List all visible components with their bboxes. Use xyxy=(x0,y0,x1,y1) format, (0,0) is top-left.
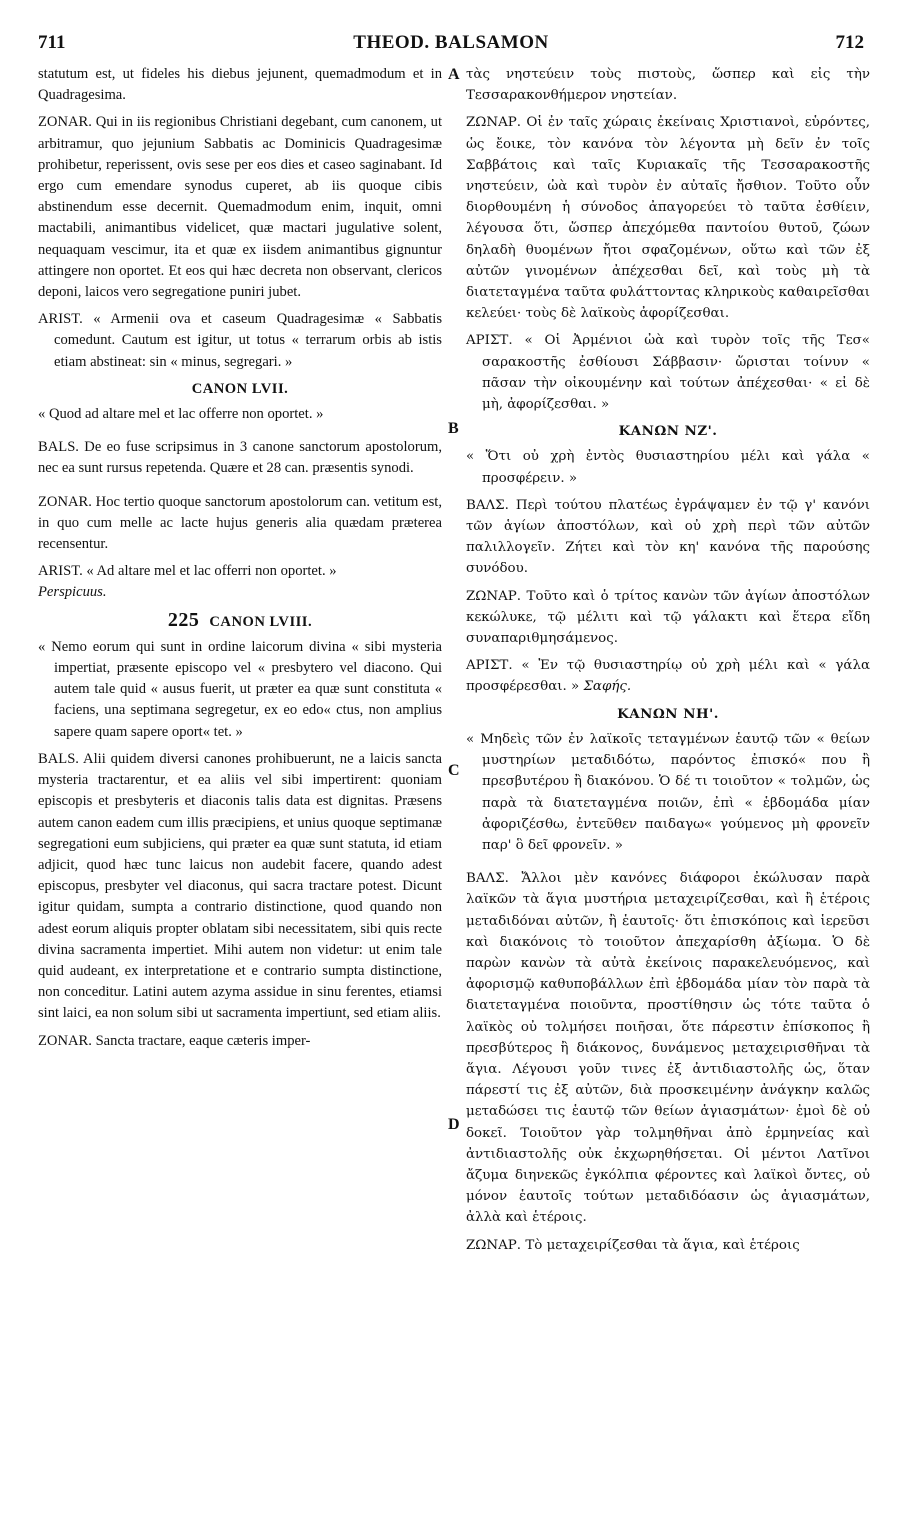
greek-zonaras-1: ΖΩΝΑΡ. Οἱ ἐν ταῖς χώραις ἐκείναις Χριστιανοὶ, εὑρόντες, ὡς ἔοικε, τὸν κανόνα τὸν λέγοντα μὴ δεῖν ἐν τοῖς Σαββάτοις καὶ ταῖς Κυριακαῖς τῆς Τεσσαρακοστῆς νηστεύειν, ὠὰ καὶ τυρὸν ἐν αὐταῖς ἤσθιον. Τοῦτο οὖν διορθουμένη ἡ σύνοδος ἀπαγορεύει τὸ ταῦτα ἐσθίειν, λέγουσα ὅτι, ὥσπερ ἀπεχόμεθα παντοίου θυτοῦ, ζώων δηλαδὴ θυομένων ἤτοι σφαζομένων, οὕτω καὶ τῶν ἐξ αὐτῶν γινομένων ἀπέχεσθαι δεῖ, καὶ τοὺς μὴ τὰ διατεταγμένα ταῦτα φυλάττοντας κληρικοὺς καθαιρεῖσθαι κελεύει· τοὺς δὲ λαϊκοὺς ἀφορίζεσθαι. xyxy=(466,115,870,322)
latin-zonaras-3: ZONAR. Sancta tractare, eaque cæteris imper- xyxy=(38,1032,311,1049)
latin-para-1: statutum est, ut fideles his diebus jejunent, quemadmodum et in Quadragesima. xyxy=(38,66,442,104)
margin-letter-d: D xyxy=(448,1116,460,1133)
greek-balsamon-2: ΒΑΛΣ. Ἄλλοι μὲν κανόνες διάφοροι ἐκώλυσαν παρὰ λαϊκῶν τὰ ἅγια μυστήρια μεταχειρίζεσθαι, καὶ ἢ ἑτέροις μεταδιδόναι αὐτῶν, ἢ ἑαυτοῖς· ὅτι ἐπισκόποις καὶ ἱερεῦσι καὶ διακόνοις τὸ τοιοῦτον ἀπεχαρίσθη ἀξίωμα. Ὁ δὲ παρὼν κανὼν τὰ αὐτὰ ἐκείνοις παρακελευόμενος, καὶ ἀφορισμῷ καθυποβάλλων ἐπὶ ἑβδομάδα μίαν τὸν παρὰ τὰ διατεταγμένα ποιοῦντα, προστίθησιν ὡς τότε ταῦτα ὁ λαϊκὸς οὐ τολμήσει ποιῆσαι, ὅτε πάρεστιν ἐπίσκοπος ἢ πρεσβύτερος ἢ διάκονος, δυνάμενος μεταχειρισθῆναι τὰ ἅγια. Λέγουσι γοῦν τινες ἐξ ἀντιδιαστολῆς ὡς, ὅταν πάρεστί τις ἐξ αὐτῶν, διὰ προσκειμένην ἀνάγκην καλῶς μεταδώσει τις ἑαυτῷ τῶν θείων ἁγιασμάτων· ἐμοὶ δὲ οὐ δοκεῖ. Τοιοῦτον γὰρ τολμηθῆναι ἀπὸ ἑρμηνείας καὶ ἀντιδιαστολῆς οὐκ ἐκχωρηθήσεται. Οἱ μέντοι Λατῖνοι ἄζυμα διηνεκῶς ἐγκόλπια φέροντες καὶ λαϊκοὶ ὄντες, οὐ μόνον ἑαυτοῖς τούτων μεταδιδόασιν ὡς ἁγιασμάτων, ἀλλὰ καὶ ἑτέροις. xyxy=(466,871,870,1226)
greek-balsamon-1: ΒΑΛΣ. Περὶ τούτου πλατέως ἐγράψαμεν ἐν τῷ γ' κανόνι τῶν ἁγίων ἀποστόλων, καὶ οὐ χρὴ περὶ τῶν αὐτῶν παλιλλογεῖν. Ζήτει καὶ τὸν κη' κανόνα τῆς παρούσης συνόδου. xyxy=(466,497,870,577)
latin-aristenus-2-note: Perspicuus. xyxy=(38,584,107,601)
latin-canon-58-text: « Nemo eorum qui sunt in ordine laicorum divina « sibi mysteria impertiat, præsente episcopo vel « presbytero vel diacono. Qui autem tale quid « ausus fuerit, ut præter ea quæ sunt constituta « faciens, una septimana segregetur, ex eo edo« ctus, non amplius sapere quam sapere oport« tet. » xyxy=(38,638,442,740)
margin-letter-c: C xyxy=(448,762,460,779)
greek-canon-57-text: « Ὅτι οὐ χρὴ ἐντὸς θυσιαστηρίου μέλι καὶ γάλα « προσφέρειν. » xyxy=(466,449,870,486)
greek-aristenus-2 xyxy=(466,655,870,697)
latin-zonaras-2: ZONAR. Hoc tertio quoque sanctorum apostolorum can. vetitum est, in quo cum melle ac lacte hujus generis alia quædam præterea recensentur. xyxy=(38,493,442,553)
latin-balsamon-2: BALS. Alii quidem diversi canones prohibuerunt, ne a laicis sancta mysteria tractarentur, et ea aliis vel sibi impertirent: quoniam episcopis et presbyteris et diaconis talis data est dignitas. Præsens autem canon eadem cum illis præcipiens, et unius quoque septimanæ segregationi eum subjiciens, qui præter ea quæ sunt statuta, id etiam adjicit, quod hæc tunc laicus non audebit facere, quando adest episcopus, presbyter vel diaconus, qui sacra tractare potest. Dicunt igitur quidam, sumpta a contrario distinctione, quod quando non adest eorum aliquis propter oblatam sibi necessitatem, sibi quis recte divina sacramenta impertiet. Mihi autem non videtur: ut enim tale quid audeant, ex interpretatione et e contrario sumpta distinctione, non conceditur. Latini autem azyma assidue in sinu ferentes, etiamsi sint laici, ea non solum sibi ut sacramenta impertiunt, sed etiam aliis. xyxy=(38,750,442,1022)
margin-page-number: 225 xyxy=(167,608,200,631)
running-title: THEOD. BALSAMON xyxy=(353,32,549,53)
latin-zonaras-1: ZONAR. Qui in iis regionibus Christiani degebant, cum canonem, ut arbitramur, quo jejunium Sabbatis ac Dominicis Quadragesimæ prohibetur, reperissent, ovis sese per eos dies et caseo saginabant. Id ergo cum emendare synodus cuperet, ab iis quoque cibis abstinendum esse decernit. Quemadmodum enim, inquit, omni mactabili, animantibus videlicet, quæ mactari jugulative solent, nequaquam vescimur, ita et quæ ex iisdem animantibus gignuntur attingere non oportet. Et eos qui hæc decreta non observant, clericos deponi, laicos vero segregatione puniri jubet. xyxy=(38,114,442,301)
greek-aristenus-2-text: ΑΡΙΣΤ. « Ἐν τῷ θυσιαστηρίῳ οὐ χρὴ μέλι καὶ « γάλα προσφέρεσθαι. » xyxy=(466,658,870,695)
latin-aristenus-1: ARIST. « Armenii ova et caseum Quadragesimæ « Sabbatis comedunt. Cautum est igitur, ut totus « terrarum orbis ab istis etiam abstineat: sin « minus, segregari. » xyxy=(38,311,442,370)
latin-column xyxy=(38,64,442,1058)
greek-zonaras-2: ΖΩΝΑΡ. Τοῦτο καὶ ὁ τρίτος κανὼν τῶν ἁγίων ἀποστόλων κεκώλυκε, τῷ μέλιτι καὶ τῷ γάλακτι καὶ ἕτερα εἴδη συναπαριθμησάμενος. xyxy=(466,588,870,647)
latin-canon-57-text: « Quod ad altare mel et lac offerre non oportet. » xyxy=(38,406,324,423)
greek-canon-58-text: « Μηδεὶς τῶν ἐν λαϊκοῖς τεταγμένων ἑαυτῷ τῶν « θείων μυστηρίων μεταδιδότω, παρόντος ἐπισκό« που ἢ πρεσβυτέρου ἢ διακόνου. Ὁ δέ τι τοιοῦτον « τολμῶν, ὡς παρὰ τὰ διατεταγμένα ποιῶν, ἐπὶ « ἑβδομάδα μίαν ἀφοριζέσθω, ἐντεῦθεν παιδαγω« γούμενος μὴ φρονεῖν παρ' ὃ δεῖ φρονεῖν. » xyxy=(466,731,870,853)
latin-balsamon-1: BALS. De eo fuse scripsimus in 3 canone sanctorum apostolorum, nec ea sunt rursus repetenda. Quære et 28 can. præsentis synodi. xyxy=(38,439,442,477)
greek-para-1: τὰς νηστεύειν τοὺς πιστοὺς, ὥσπερ καὶ εἰς τὴν Τεσσαρακονθήμερον νηστείαν. xyxy=(466,67,870,104)
page-header xyxy=(38,32,864,58)
latin-canon-57-heading: CANON LVII. xyxy=(191,380,289,397)
margin-letter-a: A xyxy=(448,66,460,83)
latin-canon-58-heading-row xyxy=(38,610,442,633)
page-number-right: 712 xyxy=(835,32,864,53)
page-number-left: 711 xyxy=(38,32,66,53)
latin-canon-58-heading: CANON LVIII. xyxy=(209,613,313,630)
greek-zonaras-3: ΖΩΝΑΡ. Τὸ μεταχειρίζεσθαι τὰ ἅγια, καὶ ἑτέροις xyxy=(466,1237,800,1253)
greek-aristenus-2-note: Σαφής. xyxy=(583,679,632,695)
greek-column xyxy=(466,64,870,1262)
greek-aristenus-1: ΑΡΙΣΤ. « Οἱ Ἀρμένιοι ὠὰ καὶ τυρὸν τοῖς τῆς Τεσ« σαρακοστῆς ἐσθίουσι Σάββασιν· ὥρισται τοίνυν « πᾶσαν τὴν οἰκουμένην καὶ τούτων ἀπέχεσθαι· « εἰ δὲ μὴ, ἀφορίζεσθαι. » xyxy=(466,333,870,413)
greek-canon-57-heading: ΚΑΝΩΝ ΝΖ'. xyxy=(618,423,718,440)
greek-canon-58-heading: ΚΑΝΩΝ ΝΗ'. xyxy=(617,705,719,722)
latin-aristenus-2 xyxy=(38,561,442,603)
latin-aristenus-2-text: ARIST. « Ad altare mel et lac offerri non oportet. » xyxy=(38,563,337,580)
margin-letter-b: B xyxy=(448,420,459,437)
